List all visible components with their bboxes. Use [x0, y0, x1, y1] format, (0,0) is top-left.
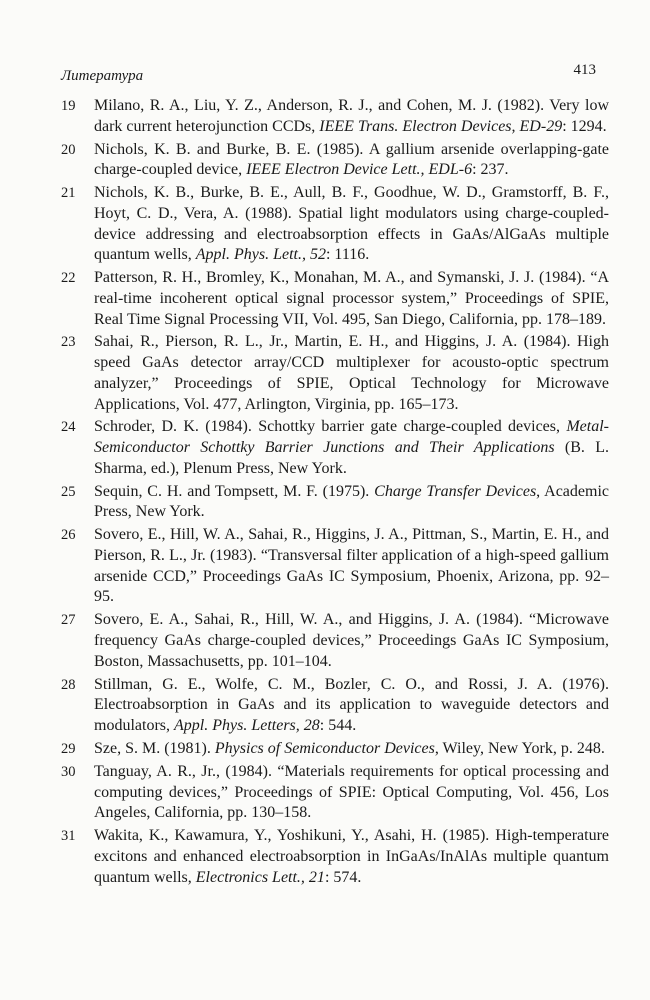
reference-text-segment: Milano, R. A., Liu, Y. Z., Anderson, R. J., and Cohen, M. J. (1982). Very low dark current heterojunction CCDs,	[94, 97, 609, 135]
reference-number: 25	[61, 483, 76, 500]
reference-text-segment: Stillman, G. E., Wolfe, C. M., Bozler, C. O., and Rossi, J. A. (1976). Electroabsorption in GaAs and its application to waveguide detectors and modulators,	[94, 675, 609, 735]
reference-text	[94, 140, 609, 181]
reference-text-segment: Wakita, K., Kawamura, Y., Yoshikuni, Y., Asahi, H. (1985). High-temperature excitons and enhanced electroabsorption in InGaAs/InAlAs multiple quantum quantum wells,	[94, 827, 609, 886]
reference-number: 29	[61, 740, 76, 757]
reference-text	[94, 268, 609, 330]
reference-item	[61, 96, 609, 137]
reference-source-title: Appl. Phys. Lett., 52	[195, 246, 326, 264]
reference-source-title: Charge Transfer Devices	[374, 482, 537, 500]
reference-number: 20	[61, 141, 76, 158]
reference-source-title: Electronics Lett., 21	[195, 868, 325, 886]
reference-item	[61, 610, 609, 672]
reference-text-segment: Sovero, E., Hill, W. A., Sahai, R., Higgins, J. A., Pittman, S., Martin, E. H., and Pierson, R. L., Jr. (1983). “Transversal filter application of a high-speed gallium arsenide CCD,” Proceedings GaAs IC Symposium, Phoenix, Arizona, pp. 92–95.	[94, 526, 609, 606]
reference-item	[61, 826, 609, 888]
reference-text	[94, 762, 609, 824]
reference-item	[61, 525, 609, 608]
reference-text-segment: , Wiley, New York, p. 248.	[434, 739, 605, 757]
reference-item	[61, 183, 609, 266]
reference-number: 31	[61, 828, 76, 845]
reference-item	[61, 268, 609, 330]
reference-source-title: Appl. Phys. Letters, 28	[174, 717, 320, 735]
reference-text-segment: Patterson, R. H., Bromley, K., Monahan, M. A., and Symanski, J. J. (1984). “A real-time incoherent optical signal processor system,” Proceedings of SPIE, Real Time Signal Processing VII, Vol. 495, San Diego, California, pp. 178–189.	[94, 269, 609, 328]
reference-item	[61, 739, 609, 760]
reference-item	[61, 332, 609, 415]
reference-item	[61, 482, 609, 523]
reference-number: 24	[61, 419, 76, 436]
reference-list	[61, 96, 609, 890]
reference-text	[94, 183, 609, 266]
reference-item	[61, 762, 609, 824]
reference-source-title: IEEE Electron Device Lett., EDL-6	[246, 161, 473, 179]
reference-number: 21	[61, 185, 76, 202]
reference-number: 26	[61, 527, 76, 544]
reference-text-segment: : 544.	[319, 717, 357, 735]
reference-text	[94, 610, 609, 672]
reference-item	[61, 140, 609, 181]
reference-item	[61, 417, 609, 479]
reference-text	[94, 525, 609, 608]
reference-text-segment: Sovero, E. A., Sahai, R., Hill, W. A., and Higgins, J. A. (1984). “Microwave frequency GaAs charge-coupled devices,” Proceedings GaAs IC Symposium, Boston, Massachusetts, pp. 101–104.	[94, 611, 609, 670]
reference-source-title: Physics of Semiconductor Devices	[214, 739, 435, 757]
reference-number: 30	[61, 763, 76, 780]
reference-text-segment: Sahai, R., Pierson, R. L., Jr., Martin, E. H., and Higgins, J. A. (1984). High speed GaAs detector array/CCD multiplexer for acousto-optic spectrum analyzer,” Proceedings of SPIE, Optical Technology for Microwave Applications, Vol. 477, Arlington, Virginia, pp. 165–173.	[94, 333, 609, 413]
reference-text	[94, 826, 609, 888]
reference-text-segment: Tanguay, A. R., Jr., (1984). “Materials requirements for optical processing and computing devices,” Proceedings of SPIE: Optical Computing, Vol. 456, Los Angeles, California, pp. 130–158.	[94, 762, 609, 822]
reference-text-segment: Nichols, K. B. and Burke, B. E. (1985). A gallium arsenide overlapping-gate charge-coupled device,	[94, 140, 609, 179]
reference-number: 23	[61, 334, 76, 351]
reference-text-segment: Nichols, K. B., Burke, B. E., Aull, B. F., Goodhue, W. D., Gramstorff, B. F., Hoyt, C. D., Vera, A. (1988). Spatial light modulators using charge-coupled-device addressing and electroabsorption effects in GaAs/AlGaAs multiple quantum wells,	[94, 184, 609, 264]
reference-text-segment: : 1294.	[562, 117, 607, 135]
reference-text	[94, 739, 609, 760]
reference-text	[94, 417, 609, 479]
reference-text	[94, 332, 609, 415]
page-number: 413	[573, 62, 596, 78]
reference-number: 19	[61, 98, 76, 114]
reference-number: 22	[61, 270, 76, 287]
running-head: Литература	[61, 68, 144, 84]
reference-source-title: IEEE Trans. Electron Devices, ED-29	[319, 117, 563, 135]
reference-text	[94, 675, 609, 737]
reference-number: 27	[61, 612, 76, 629]
reference-text	[94, 96, 609, 137]
reference-text-segment: Sequin, C. H. and Tompsett, M. F. (1975).	[94, 482, 375, 500]
reference-item	[61, 675, 609, 737]
reference-text-segment: : 237.	[472, 161, 509, 179]
reference-text-segment: : 1116.	[325, 246, 370, 264]
reference-text-segment: : 574.	[324, 868, 362, 886]
reference-number: 28	[61, 676, 76, 693]
reference-text-segment: Schroder, D. K. (1984). Schottky barrier gate charge-coupled devices,	[94, 418, 567, 436]
reference-text-segment: , Academic Press, New York.	[94, 482, 609, 521]
reference-text	[94, 482, 609, 523]
page-header	[61, 62, 596, 86]
reference-text-segment: (B. L. Sharma, ed.), Plenum Press, New York.	[94, 439, 609, 477]
reference-source-title: Metal-Semiconductor Schottky Barrier Junctions and Their Applications	[94, 418, 609, 457]
reference-text-segment: Sze, S. M. (1981).	[94, 739, 215, 757]
